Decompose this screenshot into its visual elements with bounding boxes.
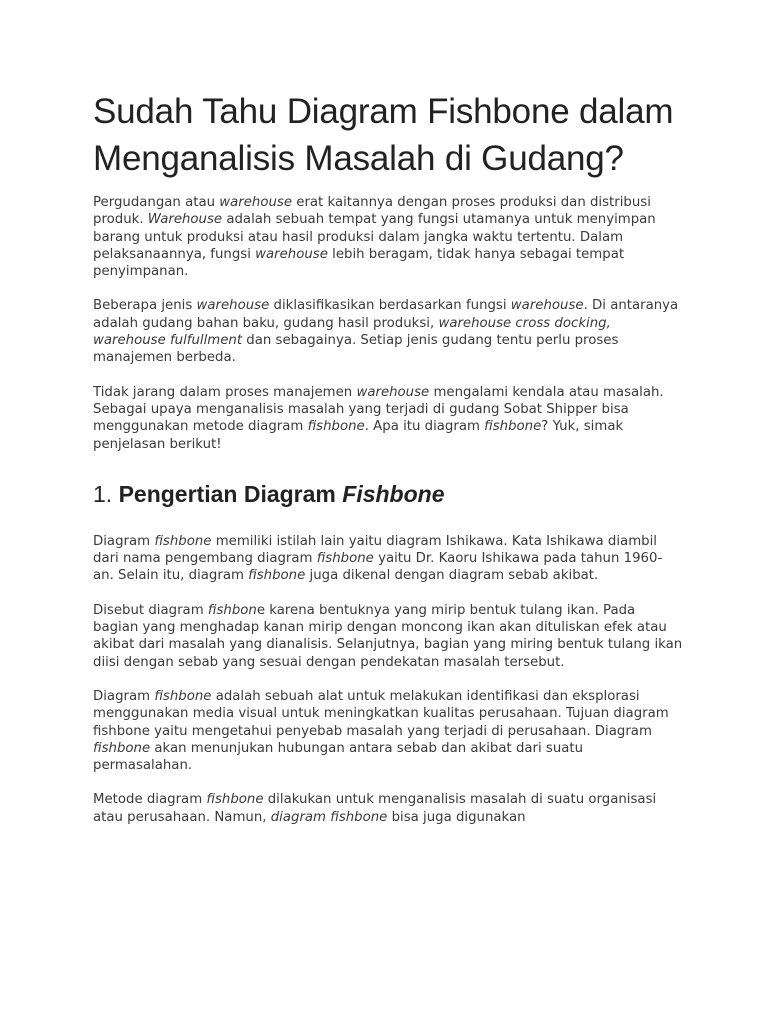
italic-term: fishbone xyxy=(307,419,365,435)
italic-term: warehouse xyxy=(510,298,584,314)
body-paragraph: Diagram fishbone memiliki istilah lain yaitu diagram Ishikawa. Kata Ishikawa diambil dari nama pengembang diagram fishbone yaitu Dr. Kaoru Ishikawa pada tahun 1960-an. Selain itu, diagram fishbone juga dikenal dengan diagram sebab akibat. xyxy=(93,533,663,584)
italic-term: fishbone xyxy=(248,568,306,584)
italic-term: fishbone xyxy=(154,688,212,704)
body-paragraph: Diagram fishbone adalah sebuah alat untuk melakukan identifikasi dan eksplorasi menggunakan media visual untuk meningkatkan kualitas perusahaan. Tujuan diagram fishbone yaitu mengetahui penyebab masalah yang terjadi di perusahaan. Diagram fishbone akan menunjukan hubungan antara sebab dan akibat dari suatu permasalahan. xyxy=(93,688,669,774)
intro-paragraph: Pergudangan atau warehouse erat kaitannya dengan proses produksi dan distribusi produk. Warehouse adalah sebuah tempat yang fungsi utamanya untuk menyimpan barang untuk produksi atau hasil produksi dalam jangka waktu tertentu. Dalam pelaksanaannya, fungsi warehouse lebih beragam, tidak hanya sebagai tempat penyimpanan. xyxy=(93,195,656,280)
italic-term: warehouse xyxy=(196,298,270,314)
intro-paragraphs xyxy=(93,194,683,453)
italic-term: fishbon xyxy=(207,602,257,618)
body-paragraph: Metode diagram fishbone dilakukan untuk menganalisis masalah di suatu organisasi atau perusahaan. Namun, diagram fishbone bisa juga digunakan xyxy=(93,792,657,825)
italic-term: fishbone xyxy=(154,533,212,549)
italic-term: Warehouse xyxy=(147,212,223,228)
section-number: 1. xyxy=(93,480,119,507)
italic-term: fishbone xyxy=(316,551,374,567)
article xyxy=(93,88,683,843)
italic-term: warehouse cross docking, warehouse fulfullment xyxy=(93,315,611,349)
italic-term: fishbone xyxy=(206,792,264,808)
italic-term: warehouse xyxy=(255,246,328,262)
section-body xyxy=(93,533,683,826)
section-label: Pengertian Diagram xyxy=(118,480,343,507)
italic-term: warehouse xyxy=(356,384,430,400)
italic-term: fishbone xyxy=(93,740,151,756)
italic-term: diagram fishbone xyxy=(270,809,388,825)
italic-term: fishbone xyxy=(484,419,542,435)
page-title: Sudah Tahu Diagram Fishbone dalam Menganalisis Masalah di Gudang? xyxy=(93,92,674,178)
intro-paragraph: Beberapa jenis warehouse diklasifikasikan berdasarkan fungsi warehouse. Di antaranya adalah gudang bahan baku, gudang hasil produksi, warehouse cross docking, warehouse fulfullment dan sebagainya. Setiap jenis gudang tentu perlu proses manajemen berbeda. xyxy=(93,298,679,366)
intro-paragraph: Tidak jarang dalam proses manajemen warehouse mengalami kendala atau masalah. Sebagai upaya menganalisis masalah yang terjadi di gudang Sobat Shipper bisa menggunakan metode diagram fishbone. Apa itu diagram fishbone? Yuk, simak penjelasan berikut! xyxy=(93,384,664,452)
section-label-italic: Fishbone xyxy=(342,480,445,507)
body-paragraph: Disebut diagram fishbone karena bentuknya yang mirip bentuk tulang ikan. Pada bagian yang menghadap kanan mirip dengan moncong ikan akan dituliskan efek atau akibat dari masalah yang dianalisis. Selanjutnya, bagian yang miring bentuk tulang ikan diisi dengan sebab yang sesuai dengan pendekatan masalah tersebut. xyxy=(93,602,683,670)
italic-term: warehouse xyxy=(219,195,293,210)
section-heading xyxy=(93,479,683,509)
